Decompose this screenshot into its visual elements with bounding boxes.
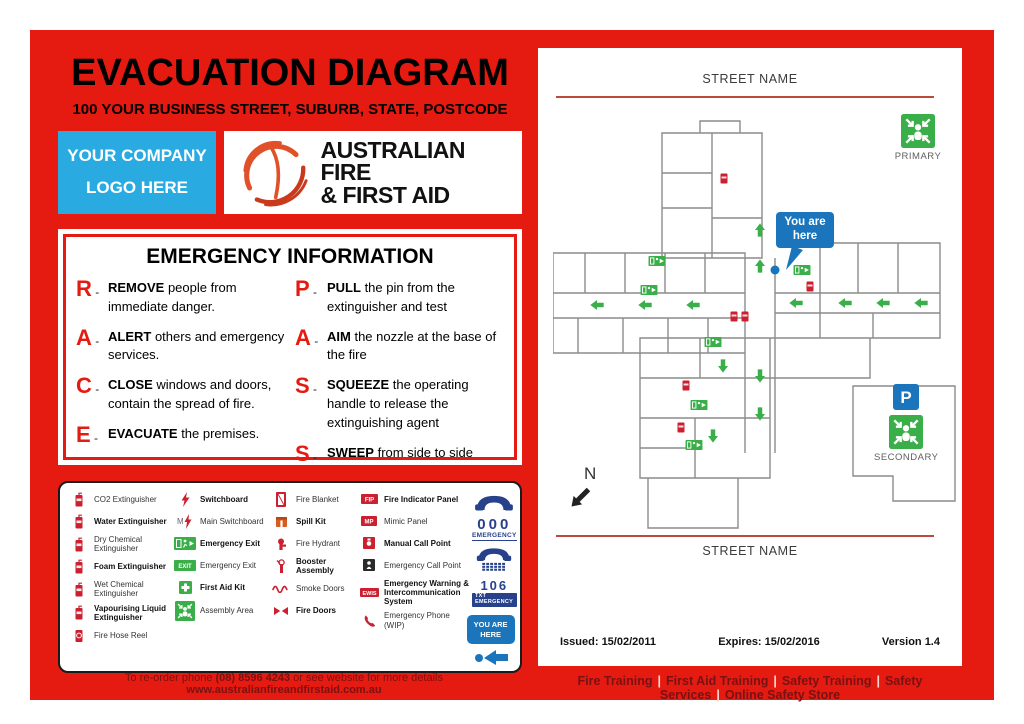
footer-links bbox=[538, 674, 962, 702]
version: Version 1.4 bbox=[881, 636, 940, 648]
legend-item bbox=[174, 579, 268, 596]
legend-label: Fire Indicator Panel bbox=[384, 494, 459, 504]
route-arrow-icon bbox=[686, 298, 701, 313]
reorder-middle: or see website for more details bbox=[290, 672, 443, 684]
expires-date: Expires: 15/02/2016 bbox=[718, 636, 820, 648]
emergency-phone-106 bbox=[472, 545, 517, 607]
route-arrow-icon bbox=[706, 429, 721, 444]
yah-line1: YOU ARE bbox=[473, 619, 508, 629]
extinguisher-icon bbox=[730, 310, 738, 322]
exit-sign-icon bbox=[686, 440, 703, 450]
booster-icon bbox=[270, 559, 292, 573]
legend-item bbox=[270, 491, 356, 508]
footer-link: Fire Training bbox=[577, 674, 653, 688]
legend-label: Dry Chemical Extinguisher bbox=[94, 534, 143, 554]
brand-line1: AUSTRALIAN FIRE bbox=[320, 136, 465, 186]
legend-label: Wet Chemical Extinguisher bbox=[94, 580, 144, 599]
extinguisher-icon bbox=[677, 421, 685, 433]
footer-link: Online Safety Store bbox=[724, 688, 841, 702]
legend-item bbox=[68, 627, 172, 644]
hydrant-icon bbox=[270, 537, 292, 550]
bolt-icon bbox=[174, 492, 196, 507]
street-name-top: STREET NAME bbox=[702, 72, 798, 86]
legend-item bbox=[174, 557, 268, 574]
extinguisher-icon bbox=[68, 514, 90, 529]
reorder-prefix: To re-order phone bbox=[125, 672, 216, 684]
legend-label: Booster Assembly bbox=[296, 556, 334, 576]
route-arrow-icon bbox=[590, 298, 605, 313]
footer-separator: | bbox=[657, 674, 662, 688]
legend-label: Emergency Call Point bbox=[384, 560, 461, 570]
compass-arrow-icon bbox=[566, 484, 594, 512]
exit-sign-icon bbox=[705, 337, 722, 347]
spill-kit-icon bbox=[270, 515, 292, 528]
map-panel bbox=[538, 48, 962, 666]
extinguisher-icon bbox=[682, 379, 690, 391]
legend-label: Main Switchboard bbox=[200, 516, 264, 526]
legend bbox=[58, 481, 522, 673]
pass-column bbox=[295, 275, 504, 478]
route-arrow-icon bbox=[753, 259, 768, 274]
legend-label: Water Extinguisher bbox=[94, 516, 167, 526]
you-are-here-arrow-icon bbox=[474, 643, 510, 665]
footer-separator: | bbox=[773, 674, 777, 688]
legend-label: Smoke Doors bbox=[296, 584, 345, 594]
route-arrow-icon bbox=[838, 296, 853, 311]
svg-text:M: M bbox=[177, 516, 184, 526]
mcp-icon bbox=[358, 537, 380, 549]
phone-number-000: 000 bbox=[477, 515, 512, 533]
step-text: SWEEP from side to side bbox=[327, 444, 473, 460]
race-step bbox=[76, 324, 285, 366]
smoke-doors-icon bbox=[270, 584, 292, 593]
legend-label: Emergency Exit bbox=[200, 538, 261, 548]
route-arrow-icon bbox=[876, 296, 891, 311]
legend-label: Vapourising Liquid Extinguisher bbox=[94, 603, 166, 622]
route-arrow-icon bbox=[753, 223, 768, 238]
extinguisher-icon bbox=[68, 605, 90, 620]
issued-date: Issued: 15/02/2011 bbox=[560, 636, 657, 648]
legend-item bbox=[270, 602, 356, 619]
street-line-top bbox=[556, 96, 934, 98]
yah-line2: HERE bbox=[480, 629, 502, 639]
legend-item bbox=[270, 535, 356, 552]
step-letter: A - bbox=[76, 324, 100, 350]
primary-label: PRIMARY bbox=[894, 151, 942, 162]
north-compass bbox=[566, 464, 606, 517]
legend-item bbox=[68, 535, 172, 553]
pass-step bbox=[295, 275, 504, 317]
step-text: SQUEEZE the operating handle to release the extinguishing agent bbox=[327, 377, 469, 430]
pass-step bbox=[295, 324, 504, 366]
first-aid-icon bbox=[174, 581, 196, 594]
company-logo-placeholder bbox=[58, 131, 216, 214]
svg-text:MP: MP bbox=[364, 519, 374, 526]
legend-item bbox=[68, 513, 172, 530]
step-text: PULL the pin from the extinguisher and test bbox=[327, 279, 455, 314]
you-are-here-dot bbox=[771, 266, 780, 275]
mp-icon bbox=[358, 516, 380, 526]
step-letter: A - bbox=[295, 324, 319, 350]
logo-row bbox=[58, 131, 522, 214]
route-arrow-icon bbox=[789, 296, 804, 311]
ewis-icon bbox=[358, 588, 380, 597]
fire-doors-icon bbox=[270, 606, 292, 616]
legend-col-1 bbox=[68, 491, 172, 667]
step-letter: R - bbox=[76, 275, 100, 301]
step-text: REMOVE people from immediate danger. bbox=[108, 279, 237, 314]
legend-label: Spill Kit bbox=[296, 516, 326, 526]
route-arrow-icon bbox=[753, 369, 768, 384]
street-name-bottom: STREET NAME bbox=[702, 544, 798, 558]
step-text: AIM the nozzle at the base of the fire bbox=[327, 328, 497, 363]
company-logo-line1: YOUR COMPANY bbox=[67, 146, 207, 166]
legend-label: Fire Blanket bbox=[296, 494, 339, 504]
step-letter: E - bbox=[76, 421, 99, 447]
legend-item bbox=[174, 535, 268, 552]
affa-swirl-icon bbox=[238, 134, 310, 210]
hose-reel-icon bbox=[68, 628, 90, 643]
legend-item bbox=[358, 535, 470, 552]
pass-step bbox=[295, 373, 504, 433]
extinguisher-icon bbox=[720, 172, 728, 184]
extinguisher-icon bbox=[68, 537, 90, 552]
reorder-note bbox=[38, 672, 530, 696]
legend-item bbox=[270, 580, 356, 597]
legend-item bbox=[358, 611, 470, 629]
legend-label: CO2 Extinguisher bbox=[94, 494, 157, 504]
step-letter: C - bbox=[76, 373, 100, 399]
extinguisher-icon bbox=[68, 582, 90, 597]
phone-handset-icon bbox=[473, 493, 515, 516]
floor-plan bbox=[553, 118, 963, 568]
phone-label-000: EMERGENCY bbox=[472, 533, 517, 542]
address-line: 100 YOUR BUSINESS STREET, SUBURB, STATE, POSTCODE bbox=[72, 100, 508, 118]
emergency-info-title: EMERGENCY INFORMATION bbox=[146, 244, 434, 268]
map-yah-line1: You are bbox=[784, 216, 826, 228]
brand-name bbox=[320, 136, 512, 208]
extinguisher-icon bbox=[806, 280, 814, 292]
parking-icon: P bbox=[893, 384, 919, 410]
extinguisher-icon bbox=[68, 492, 90, 507]
legend-col-3 bbox=[270, 491, 356, 667]
legend-item bbox=[68, 580, 172, 598]
legend-label: Switchboard bbox=[200, 494, 249, 504]
exit-man-icon bbox=[174, 537, 196, 550]
tty-phone-icon bbox=[475, 545, 513, 578]
step-letter: P - bbox=[295, 275, 318, 301]
street-line-bottom bbox=[556, 535, 934, 537]
compass-n-label: N bbox=[584, 464, 597, 483]
pass-step bbox=[295, 440, 504, 467]
you-are-here-dot bbox=[771, 266, 780, 275]
legend-label: Fire Doors bbox=[296, 606, 337, 616]
route-arrow-icon bbox=[753, 407, 768, 422]
map-yah-line2: here bbox=[792, 229, 818, 242]
svg-text:EXIT: EXIT bbox=[178, 563, 192, 570]
extinguisher-icon bbox=[68, 559, 90, 574]
footer-separator: | bbox=[716, 688, 720, 702]
exit-text-icon bbox=[174, 560, 196, 571]
legend-item bbox=[68, 604, 172, 622]
phone-label-106: TXT EMERGENCY bbox=[472, 593, 517, 607]
issued-row bbox=[560, 636, 940, 648]
step-text: ALERT others and emergency services. bbox=[108, 328, 285, 363]
footer-link: First Aid Training bbox=[666, 674, 769, 688]
extinguisher-icon bbox=[741, 310, 749, 322]
step-letter: S - bbox=[295, 440, 318, 466]
legend-you-are-here bbox=[472, 613, 517, 667]
company-logo-line2: LOGO HERE bbox=[85, 178, 188, 198]
page-title: EVACUATION DIAGRAM bbox=[71, 52, 509, 94]
race-column bbox=[76, 275, 285, 478]
step-text: CLOSE windows and doors, contain the spread of fire. bbox=[108, 377, 272, 412]
evacuation-poster bbox=[30, 30, 994, 700]
legend-item bbox=[270, 557, 356, 575]
legend-label: Fire Hose Reel bbox=[94, 630, 148, 640]
step-text: EVACUATE the premises. bbox=[108, 425, 260, 441]
route-arrow-icon bbox=[638, 298, 653, 313]
legend-item bbox=[68, 491, 172, 508]
fip-icon bbox=[358, 494, 380, 504]
legend-label: Manual Call Point bbox=[384, 538, 451, 548]
legend-label: Emergency Exit bbox=[200, 560, 257, 570]
legend-col-2 bbox=[174, 491, 268, 667]
legend-item bbox=[358, 557, 470, 574]
affa-logo bbox=[224, 131, 522, 214]
m-bolt-icon bbox=[174, 514, 196, 529]
legend-label: Emergency Warning & Intercommunication System bbox=[384, 578, 470, 607]
svg-text:FIP: FIP bbox=[364, 497, 374, 504]
primary-assembly-area bbox=[886, 114, 950, 163]
footer-link: Safety Training bbox=[781, 674, 872, 688]
footer-separator: | bbox=[876, 674, 880, 688]
phone-number-106: 106 bbox=[480, 577, 509, 593]
race-step bbox=[76, 275, 285, 317]
legend-item bbox=[174, 513, 268, 530]
legend-item bbox=[174, 601, 268, 621]
you-are-here-bubble bbox=[776, 212, 834, 248]
legend-label: Assembly Area bbox=[200, 606, 254, 616]
route-arrow-icon bbox=[716, 359, 731, 374]
secondary-assembly-area bbox=[874, 384, 938, 464]
footer-link: Safety Services bbox=[659, 674, 923, 702]
you-are-here-pointer bbox=[784, 246, 804, 270]
reorder-phone: (08) 8596 4243 bbox=[215, 672, 291, 684]
ecp-icon bbox=[358, 559, 380, 571]
legend-item bbox=[68, 558, 172, 575]
exit-sign-icon bbox=[649, 256, 666, 266]
race-step bbox=[76, 373, 285, 414]
legend-label: Mimic Panel bbox=[384, 516, 428, 526]
legend-label: Foam Extinguisher bbox=[94, 562, 167, 572]
legend-item bbox=[174, 491, 268, 508]
exit-sign-icon bbox=[641, 285, 658, 295]
brand-line2: & FIRST AID bbox=[320, 181, 450, 208]
assembly-icon bbox=[174, 601, 196, 621]
legend-item bbox=[358, 579, 470, 607]
exit-sign-icon bbox=[691, 400, 708, 410]
legend-col-4 bbox=[358, 491, 470, 667]
legend-phones bbox=[472, 491, 517, 667]
route-arrow-icon bbox=[914, 296, 929, 311]
legend-label: Fire Hydrant bbox=[296, 538, 341, 548]
emergency-information-box bbox=[58, 229, 522, 465]
fire-blanket-icon bbox=[270, 492, 292, 507]
legend-item bbox=[358, 491, 470, 508]
secondary-label: SECONDARY bbox=[874, 452, 939, 463]
left-column bbox=[58, 54, 522, 673]
legend-item bbox=[358, 513, 470, 530]
legend-item bbox=[270, 513, 356, 530]
step-letter: S - bbox=[295, 373, 318, 399]
legend-label: First Aid Kit bbox=[200, 582, 246, 592]
reorder-website: www.australianfireandfirstaid.com.au bbox=[186, 684, 382, 696]
phone-icon bbox=[358, 614, 380, 627]
emergency-phone-000 bbox=[472, 493, 517, 541]
floor-plan-walls bbox=[553, 118, 963, 568]
svg-text:EWIS: EWIS bbox=[361, 590, 377, 597]
race-step bbox=[76, 421, 285, 448]
legend-label: Emergency Phone (WIP) bbox=[384, 611, 450, 630]
